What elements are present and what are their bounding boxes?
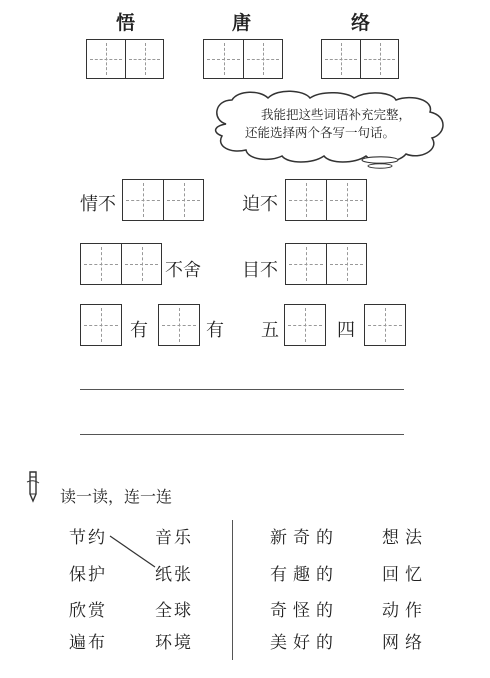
match-col4-2[interactable]: 动作	[382, 601, 428, 621]
idiom-char-wu: 五	[261, 320, 279, 341]
match-col3-2[interactable]: 奇怪的	[270, 601, 339, 621]
idiom-prefix-mubu: 目不	[242, 260, 278, 281]
char-header-wu: 悟	[116, 12, 137, 34]
char-header-tang: 唐	[232, 12, 253, 34]
match-col4-3[interactable]: 网络	[382, 633, 428, 653]
thought-bubble-line2: 还能选择两个各写一句话。	[245, 125, 396, 140]
idiom-char-si: 四	[337, 320, 355, 341]
idiom-suffix-bushe: 不舍	[165, 260, 201, 281]
column-divider	[232, 520, 233, 660]
match-col1-3[interactable]: 遍布	[69, 633, 107, 653]
match-col4-1[interactable]: 回忆	[382, 565, 428, 585]
idiom-prefix-qingbu: 情不	[80, 194, 116, 215]
thought-bubble-line1: 我能把这些词语补充完整，	[261, 107, 412, 122]
match-col2-1[interactable]: 纸张	[155, 565, 193, 585]
idiom-char-you-2: 有	[206, 320, 224, 341]
idiom-char-you-1: 有	[130, 320, 148, 341]
match-col1-0[interactable]: 节约	[69, 528, 107, 548]
match-col2-0[interactable]: 音乐	[155, 528, 193, 548]
char-header-luo: 络	[351, 12, 372, 34]
match-col1-1[interactable]: 保护	[69, 565, 107, 585]
match-col3-3[interactable]: 美好的	[270, 633, 339, 653]
match-col2-2[interactable]: 全球	[155, 601, 193, 621]
idiom-prefix-pobu: 迫不	[242, 194, 278, 215]
match-col4-0[interactable]: 想法	[382, 528, 428, 548]
section-title: 读一读，连一连	[60, 487, 173, 506]
match-col3-0[interactable]: 新奇的	[270, 528, 339, 548]
match-col1-2[interactable]: 欣赏	[69, 601, 107, 621]
match-col3-1[interactable]: 有趣的	[270, 565, 339, 585]
match-col2-3[interactable]: 环境	[155, 633, 193, 653]
